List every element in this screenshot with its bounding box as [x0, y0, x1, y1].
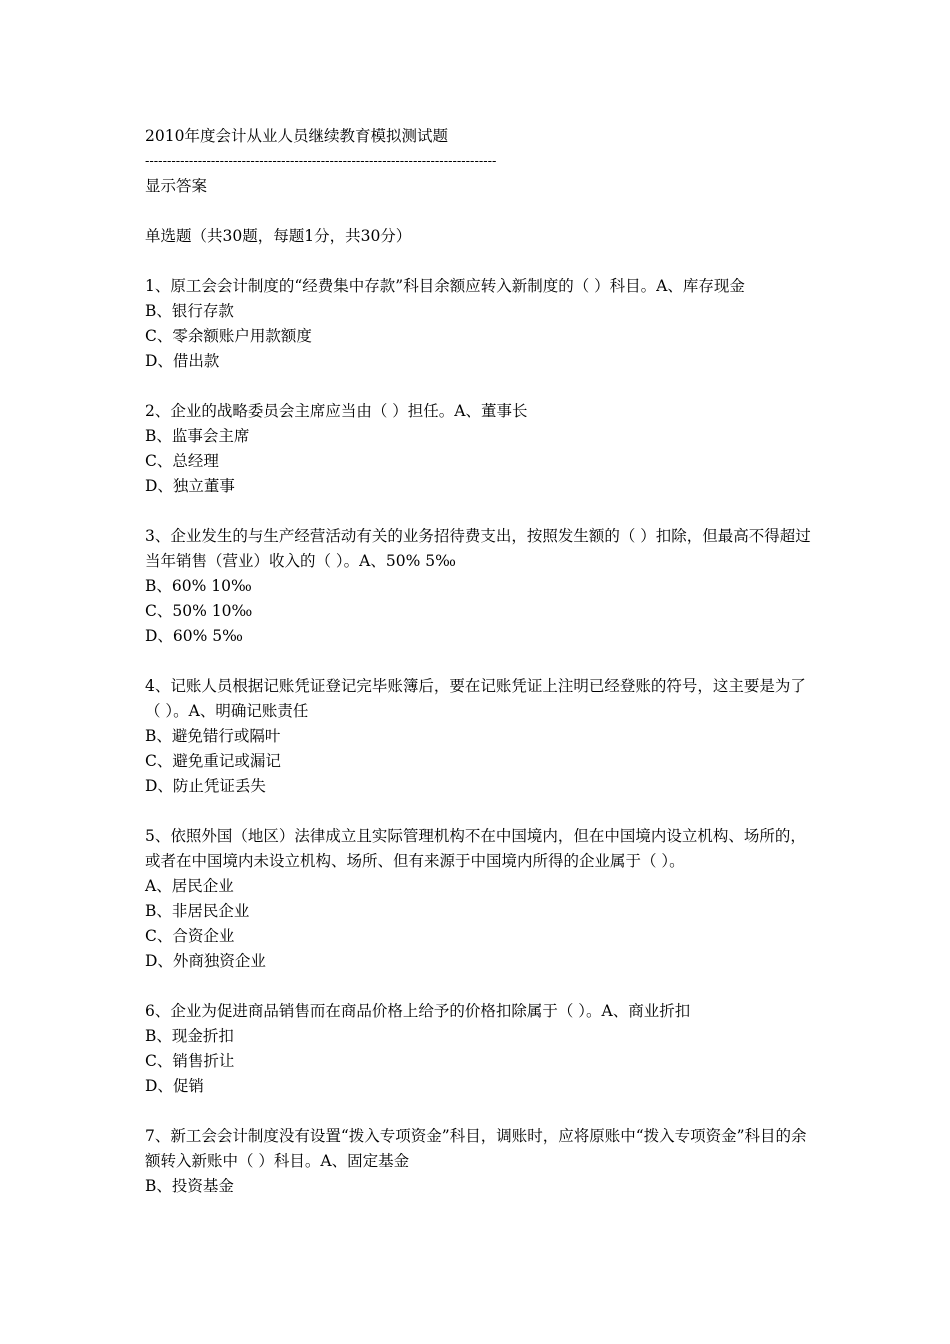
answer-option: C、零余额账户用款额度 — [145, 327, 312, 345]
answer-option: D、促销 — [145, 1077, 204, 1095]
answer-option: C、总经理 — [145, 452, 219, 470]
answer-option: B、避免错行或隔叶 — [145, 727, 281, 745]
question-item — [145, 399, 815, 499]
answer-option: C、避免重记或漏记 — [145, 752, 281, 770]
question-text: 6、企业为促进商品销售而在商品价格上给予的价格扣除属于（ ）。A、商业折扣 — [145, 1002, 691, 1020]
question-list — [145, 274, 815, 1199]
document-title: 2010年度会计从业人员继续教育模拟测试题 — [145, 127, 448, 145]
answer-option: A、居民企业 — [145, 877, 234, 895]
spacer — [145, 199, 815, 224]
answer-option: B、银行存款 — [145, 302, 234, 320]
answer-option: B、投资基金 — [145, 1177, 234, 1195]
show-answer-link[interactable]: 显示答案 — [145, 177, 208, 195]
answer-option: D、独立董事 — [145, 477, 235, 495]
answer-option: D、借出款 — [145, 352, 220, 370]
question-text: 1、原工会会计制度的“经费集中存款”科目余额应转入新制度的（ ）科目。A、库存现金 — [145, 277, 745, 295]
question-text: 2、企业的战略委员会主席应当由（ ）担任。A、董事长 — [145, 402, 528, 420]
question-text: 3、企业发生的与生产经营活动有关的业务招待费支出，按照发生额的（ ）扣除，但最高不得超过当年销售（营业）收入的（ ）。A、50% 5‰ — [145, 527, 811, 570]
question-item — [145, 274, 815, 374]
spacer — [145, 249, 815, 274]
answer-option: B、60% 10‰ — [145, 577, 252, 595]
horizontal-divider: -------------------------------------------------------------------------------- — [145, 154, 497, 169]
answer-option: B、非居民企业 — [145, 902, 250, 920]
question-item — [145, 1124, 815, 1199]
question-text: 7、新工会会计制度没有设置“拨入专项资金”科目，调账时，应将原账中“拨入专项资金”科目的余额转入新账中（ ）科目。A、固定基金 — [145, 1127, 807, 1170]
answer-option: C、合资企业 — [145, 927, 235, 945]
answer-option: D、防止凭证丢失 — [145, 777, 266, 795]
question-item — [145, 824, 815, 974]
question-text: 4、记账人员根据记账凭证登记完毕账簿后，要在记账凭证上注明已经登账的符号，这主要是为了（ ）。A、明确记账责任 — [145, 677, 806, 720]
answer-option: B、监事会主席 — [145, 427, 250, 445]
answer-option: D、外商独资企业 — [145, 952, 266, 970]
answer-option: D、60% 5‰ — [145, 627, 243, 645]
answer-option: C、销售折让 — [145, 1052, 235, 1070]
question-text: 5、依照外国（地区）法律成立且实际管理机构不在中国境内，但在中国境内设立机构、场所的，或者在中国境内未设立机构、场所、但有来源于中国境内所得的企业属于（ ）。 — [145, 827, 806, 870]
question-item — [145, 674, 815, 799]
section-header: 单选题（共30题，每题1分，共30分） — [145, 227, 412, 245]
document-page — [145, 124, 815, 1199]
answer-option: C、50% 10‰ — [145, 602, 253, 620]
question-item — [145, 524, 815, 649]
question-item — [145, 999, 815, 1099]
answer-option: B、现金折扣 — [145, 1027, 234, 1045]
